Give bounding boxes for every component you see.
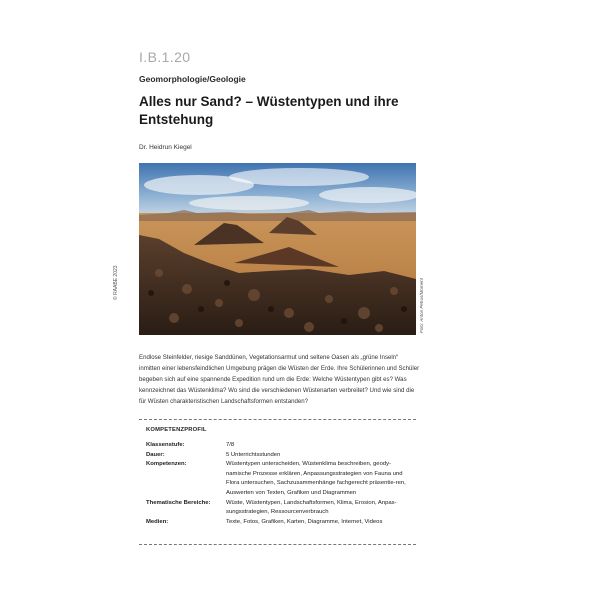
author-name: Dr. Heidrun Kiegel (139, 144, 192, 151)
desert-photo (139, 163, 416, 335)
profile-label: Kompetenzen: (146, 461, 187, 468)
profile-row-grade (146, 441, 414, 451)
profile-label: Dauer: (146, 451, 165, 458)
module-code: I.B.1.20 (139, 49, 191, 65)
profile-value: 7/8 (226, 442, 235, 448)
profile-row-media (146, 518, 414, 528)
profile-row-competences (146, 460, 414, 498)
profile-value: 5 Unterrichtsstunden (226, 451, 281, 458)
photo-credit: Foto: Anton Petrus/Moment (419, 278, 424, 333)
profile-row-topics (146, 499, 414, 518)
profile-value: Wüstentypen unterscheiden, Wüstenklima beschreiben, geody-namische Prozesse erklären, Anpassungsstrategien von Fauna und Flora untersuchen, Sachzusammenhänge fachgerecht präsentie-ren, Auswerten von Texten, Grafiken und Diagrammen (226, 461, 406, 496)
competence-profile-heading: KOMPETENZPROFIL (146, 427, 207, 433)
profile-label: Klassenstufe: (146, 442, 185, 448)
profile-value: Texte, Fotos, Grafiken, Karten, Diagramme, Internet, Videos (226, 518, 383, 525)
profile-row-duration (146, 451, 414, 461)
intro-paragraph: Endlose Steinfelder, riesige Sanddünen, Vegetationsarmut und seltene Oasen als „grüne Inseln“ inmitten einer lebensfeindlichen Umgebung prägen die Wüsten der Erde. Ihre Schülerinnen und Schüler begeben sich auf eine spannende Expedition rund um die Erde: Welche Wüstentypen gibt es? Was kennzeichnet das Wüstenklima? Wo sind die verschiedenen Wüstenarten verbreitet? Und wie sind die für Wüsten charakteristischen Landschaftsformen entstanden? (139, 354, 420, 405)
competence-profile-table (146, 441, 414, 527)
copyright-note: © RAABE 2023 (113, 265, 119, 300)
divider-top (139, 419, 416, 420)
divider-bottom (139, 544, 416, 545)
profile-value: Wüste, Wüstentypen, Landschaftsformen, Klima, Erosion, Anpas-sungsstrategien, Ressourcenverbrauch (226, 499, 397, 516)
document-title: Alles nur Sand? – Wüstentypen und ihre Entstehung (139, 94, 399, 127)
profile-label: Medien: (146, 518, 169, 525)
profile-label: Thematische Bereiche: (146, 499, 211, 506)
subject-category: Geomorphologie/Geologie (139, 74, 246, 84)
